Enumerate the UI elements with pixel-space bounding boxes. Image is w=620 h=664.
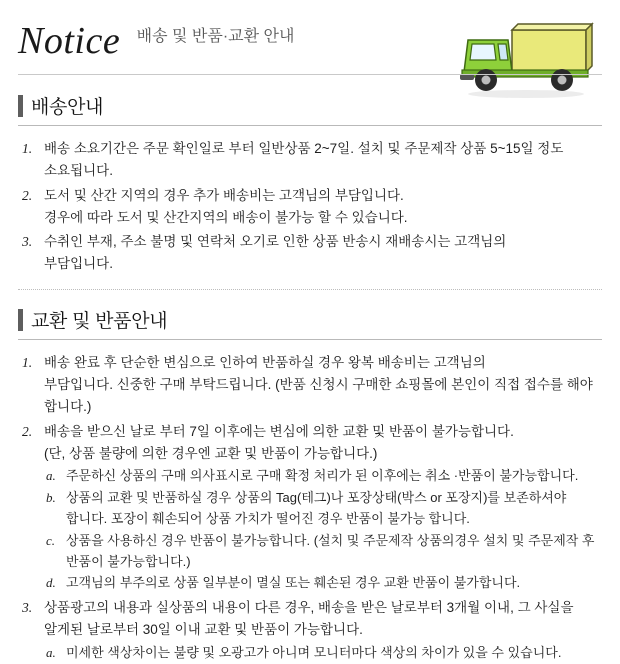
page-subtitle: 배송 및 반품·교환 안내 xyxy=(136,28,295,45)
list-marker: 1. xyxy=(22,355,33,371)
list-marker: 3. xyxy=(22,600,33,616)
section-exchange-return-title: 교환 및 반품안내 xyxy=(31,311,168,333)
list-line: 고객님의 부주의로 상품 일부분이 멸실 또는 훼손된 경우 교환 반품이 불가합니다. xyxy=(66,575,521,591)
list-line: 상품을 사용하신 경우 반품이 불가능합니다. (설치 및 주문제작 상품의경우 설치 및 주문제작 후 xyxy=(66,532,595,548)
list-item xyxy=(44,488,602,530)
delivery-truck-icon xyxy=(454,12,594,102)
list-line: 반품이 불가능합니다.) xyxy=(66,553,191,569)
page-header xyxy=(18,14,602,76)
exchange-return-sublist xyxy=(44,643,602,664)
list-line: 합니다.) xyxy=(44,398,92,414)
list-line: 수취인 부재, 주소 불명 및 연락처 오기로 인한 상품 반송시 재배송시는 고객님의 xyxy=(44,234,507,250)
list-marker: 2. xyxy=(22,187,33,203)
exchange-return-list xyxy=(18,352,602,664)
list-item xyxy=(44,531,602,573)
list-marker: b. xyxy=(46,490,56,506)
header-divider xyxy=(18,74,602,75)
list-marker: c. xyxy=(46,532,56,548)
section-divider xyxy=(18,289,602,290)
list-line: 미세한 색상차이는 불량 및 오광고가 아니며 모니터마다 색상의 차이가 있을 수 있습니다. xyxy=(66,644,562,660)
list-item xyxy=(18,138,602,182)
list-line: 부담입니다. xyxy=(44,256,113,272)
list-line: 배송 소요기간은 주문 확인일로 부터 일반상품 2~7일. 설치 및 주문제작 상품 5~15일 정도 xyxy=(44,141,564,156)
exchange-return-sublist xyxy=(44,466,602,594)
list-item xyxy=(18,352,602,418)
list-item xyxy=(44,466,602,487)
list-line: 주문하신 상품의 구매 의사표시로 구매 확정 처리가 된 이후에는 취소 ·반품이 불가능합니다. xyxy=(66,468,579,484)
section-shipping-underline xyxy=(18,125,602,126)
list-item xyxy=(44,643,602,664)
list-line: 부담입니다. 신중한 구매 부탁드립니다. (반품 신청시 구매한 쇼핑몰에 본인이 직접 접수를 해야 xyxy=(44,377,593,393)
list-line: 상품광고의 내용과 실상품의 내용이 다른 경우, 배송을 받은 날로부터 3개월 이내, 그 사실을 xyxy=(44,600,574,616)
section-shipping-title: 배송안내 xyxy=(31,97,104,118)
list-line: 상품의 교환 및 반품하실 경우 상품의 Tag(테그)나 포장상태(박스 or 포장지)를 보존하셔야 xyxy=(66,490,567,506)
page-title: Notice xyxy=(18,20,121,62)
list-item xyxy=(18,421,602,595)
section-exchange-return-header xyxy=(18,306,602,333)
list-marker: 3. xyxy=(22,234,33,250)
list-marker: 2. xyxy=(22,423,33,439)
list-marker: 1. xyxy=(22,141,33,156)
section-accent-bar xyxy=(18,309,23,331)
list-item xyxy=(18,597,602,664)
list-line: 경우에 따라 도서 및 산간지역의 배송이 불가능 할 수 있습니다. xyxy=(44,209,408,225)
section-accent-bar xyxy=(18,95,23,117)
section-exchange-return xyxy=(18,306,602,664)
list-marker: d. xyxy=(46,575,56,591)
shipping-list xyxy=(18,138,602,275)
list-line: 소요됩니다. xyxy=(44,162,113,178)
list-line: 합니다. 포장이 훼손되어 상품 가치가 떨어진 경우 반품이 불가능 합니다. xyxy=(66,511,470,527)
list-marker: a. xyxy=(46,468,56,484)
list-item xyxy=(18,231,602,275)
list-marker: a. xyxy=(46,644,56,660)
section-shipping xyxy=(18,92,602,290)
list-line: (단, 상품 불량에 의한 경우엔 교환 및 반품이 가능합니다.) xyxy=(44,445,378,461)
section-exchange-return-underline xyxy=(18,339,602,340)
list-line: 배송 완료 후 단순한 변심으로 인하여 반품하실 경우 왕복 배송비는 고객님의 xyxy=(44,355,486,371)
list-line: 배송을 받으신 날로 부터 7일 이후에는 변심에 의한 교환 및 반품이 불가능합니다. xyxy=(44,423,514,439)
list-item xyxy=(44,573,602,594)
list-line: 도서 및 산간 지역의 경우 추가 배송비는 고객님의 부담입니다. xyxy=(44,187,404,203)
list-line: 알게된 날로부터 30일 이내 교환 및 반품이 가능합니다. xyxy=(44,622,363,638)
list-item xyxy=(18,185,602,229)
